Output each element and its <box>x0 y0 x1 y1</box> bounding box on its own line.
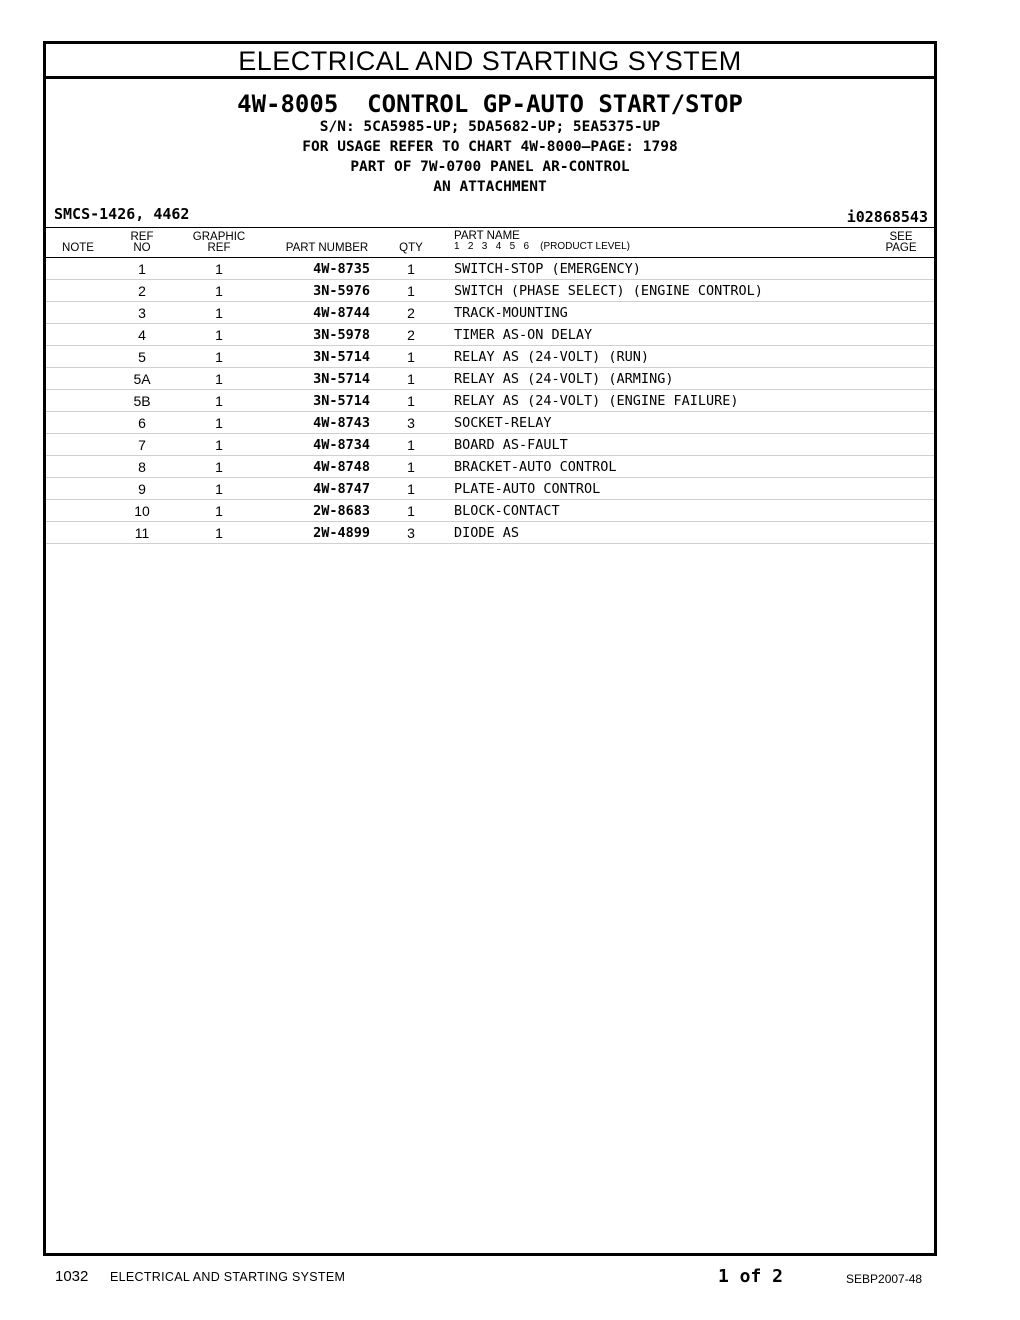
graphic-ref: 1 <box>215 459 223 475</box>
col-see-top: SEE <box>889 231 913 243</box>
part-name: RELAY AS (24-VOLT) (ARMING) <box>454 371 674 387</box>
ref-no: 9 <box>138 481 146 497</box>
quantity: 1 <box>407 503 415 519</box>
footer-page-number: 1032 <box>55 1268 89 1285</box>
group-title: 4W-8005 CONTROL GP-AUTO START/STOP <box>237 90 743 118</box>
table-row <box>46 500 934 522</box>
part-number: 3N-5976 <box>313 283 370 299</box>
smcs-code: SMCS-1426, 4462 <box>54 205 190 223</box>
graphic-ref: 1 <box>215 393 223 409</box>
attachment-line: AN ATTACHMENT <box>433 179 547 195</box>
table-row <box>46 522 934 544</box>
part-name: BRACKET-AUTO CONTROL <box>454 459 617 475</box>
col-ref-top: REF <box>130 231 154 243</box>
ref-no: 10 <box>134 503 150 519</box>
graphic-ref: 1 <box>215 305 223 321</box>
quantity: 1 <box>407 371 415 387</box>
ref-no: 3 <box>138 305 146 321</box>
ref-no: 4 <box>138 327 146 343</box>
quantity: 1 <box>407 481 415 497</box>
ref-no: 7 <box>138 437 146 453</box>
table-row <box>46 258 934 280</box>
graphic-ref: 1 <box>215 261 223 277</box>
part-name: DIODE AS <box>454 525 520 541</box>
col-ref-bottom: NO <box>133 242 151 254</box>
col-graphic-top: GRAPHIC <box>192 231 246 243</box>
table-row <box>46 456 934 478</box>
part-name: SOCKET-RELAY <box>454 415 552 431</box>
col-note: NOTE <box>62 242 94 254</box>
section-title: ELECTRICAL AND STARTING SYSTEM <box>46 44 934 79</box>
table-row <box>46 390 934 412</box>
table-row <box>46 324 934 346</box>
part-name: BOARD AS-FAULT <box>454 437 568 453</box>
graphic-ref: 1 <box>215 481 223 497</box>
graphic-ref: 1 <box>215 327 223 343</box>
part-number: 4W-8748 <box>313 459 370 475</box>
usage-reference: FOR USAGE REFER TO CHART 4W-8000—PAGE: 1798 <box>302 139 678 155</box>
quantity: 2 <box>407 305 415 321</box>
table-row <box>46 302 934 324</box>
part-name: TRACK-MOUNTING <box>454 305 568 321</box>
quantity: 1 <box>407 283 415 299</box>
footer-page-of: 1 of 2 <box>718 1266 784 1287</box>
part-name: PLATE-AUTO CONTROL <box>454 481 601 497</box>
col-part-number: PART NUMBER <box>285 242 369 254</box>
graphic-ref: 1 <box>215 437 223 453</box>
group-header <box>46 79 934 227</box>
col-qty: QTY <box>399 242 423 254</box>
table-row <box>46 478 934 500</box>
col-see-bottom: PAGE <box>885 242 917 254</box>
part-name: RELAY AS (24-VOLT) (ENGINE FAILURE) <box>454 393 739 409</box>
ref-no: 11 <box>134 525 150 541</box>
ref-no: 5A <box>133 371 151 387</box>
table-row <box>46 412 934 434</box>
col-product-level: 1 2 3 4 5 6 (PRODUCT LEVEL) <box>454 241 630 252</box>
table-header <box>46 227 934 258</box>
part-number: 2W-8683 <box>313 503 370 519</box>
graphic-ref: 1 <box>215 371 223 387</box>
table-row <box>46 368 934 390</box>
part-number: 4W-8734 <box>313 437 370 453</box>
part-name: RELAY AS (24-VOLT) (RUN) <box>454 349 650 365</box>
part-number: 3N-5714 <box>313 349 370 365</box>
part-number: 3N-5714 <box>313 393 370 409</box>
part-number: 2W-4899 <box>313 525 370 541</box>
ref-no: 2 <box>138 283 146 299</box>
serial-numbers: S/N: 5CA5985-UP; 5DA5682-UP; 5EA5375-UP <box>319 119 661 135</box>
illustration-id: i02868543 <box>846 208 928 226</box>
quantity: 1 <box>407 261 415 277</box>
graphic-ref: 1 <box>215 503 223 519</box>
part-number: 3N-5714 <box>313 371 370 387</box>
quantity: 1 <box>407 349 415 365</box>
ref-no: 5 <box>138 349 146 365</box>
quantity: 1 <box>407 437 415 453</box>
graphic-ref: 1 <box>215 349 223 365</box>
quantity: 2 <box>407 327 415 343</box>
part-number: 4W-8747 <box>313 481 370 497</box>
part-name: SWITCH-STOP (EMERGENCY) <box>454 261 641 277</box>
quantity: 3 <box>407 525 415 541</box>
page-frame <box>43 41 937 1256</box>
quantity: 1 <box>407 459 415 475</box>
part-of-line: PART OF 7W-0700 PANEL AR-CONTROL <box>350 159 630 175</box>
graphic-ref: 1 <box>215 283 223 299</box>
part-number: 4W-8744 <box>313 305 370 321</box>
quantity: 3 <box>407 415 415 431</box>
parts-table-body <box>46 258 934 544</box>
part-name: SWITCH (PHASE SELECT) (ENGINE CONTROL) <box>454 283 763 299</box>
col-graphic-bottom: REF <box>207 242 231 254</box>
footer-section: ELECTRICAL AND STARTING SYSTEM <box>110 1270 346 1284</box>
table-row <box>46 434 934 456</box>
part-name: TIMER AS-ON DELAY <box>454 327 593 343</box>
table-row <box>46 346 934 368</box>
part-number: 4W-8743 <box>313 415 370 431</box>
graphic-ref: 1 <box>215 525 223 541</box>
ref-no: 5B <box>133 393 151 409</box>
ref-no: 1 <box>138 261 146 277</box>
ref-no: 8 <box>138 459 146 475</box>
quantity: 1 <box>407 393 415 409</box>
part-number: 4W-8735 <box>313 261 370 277</box>
graphic-ref: 1 <box>215 415 223 431</box>
table-row <box>46 280 934 302</box>
footer-doc-id: SEBP2007-48 <box>846 1272 923 1286</box>
ref-no: 6 <box>138 415 146 431</box>
part-number: 3N-5978 <box>313 327 370 343</box>
part-name: BLOCK-CONTACT <box>454 503 560 519</box>
col-part-name: PART NAME <box>454 230 520 242</box>
